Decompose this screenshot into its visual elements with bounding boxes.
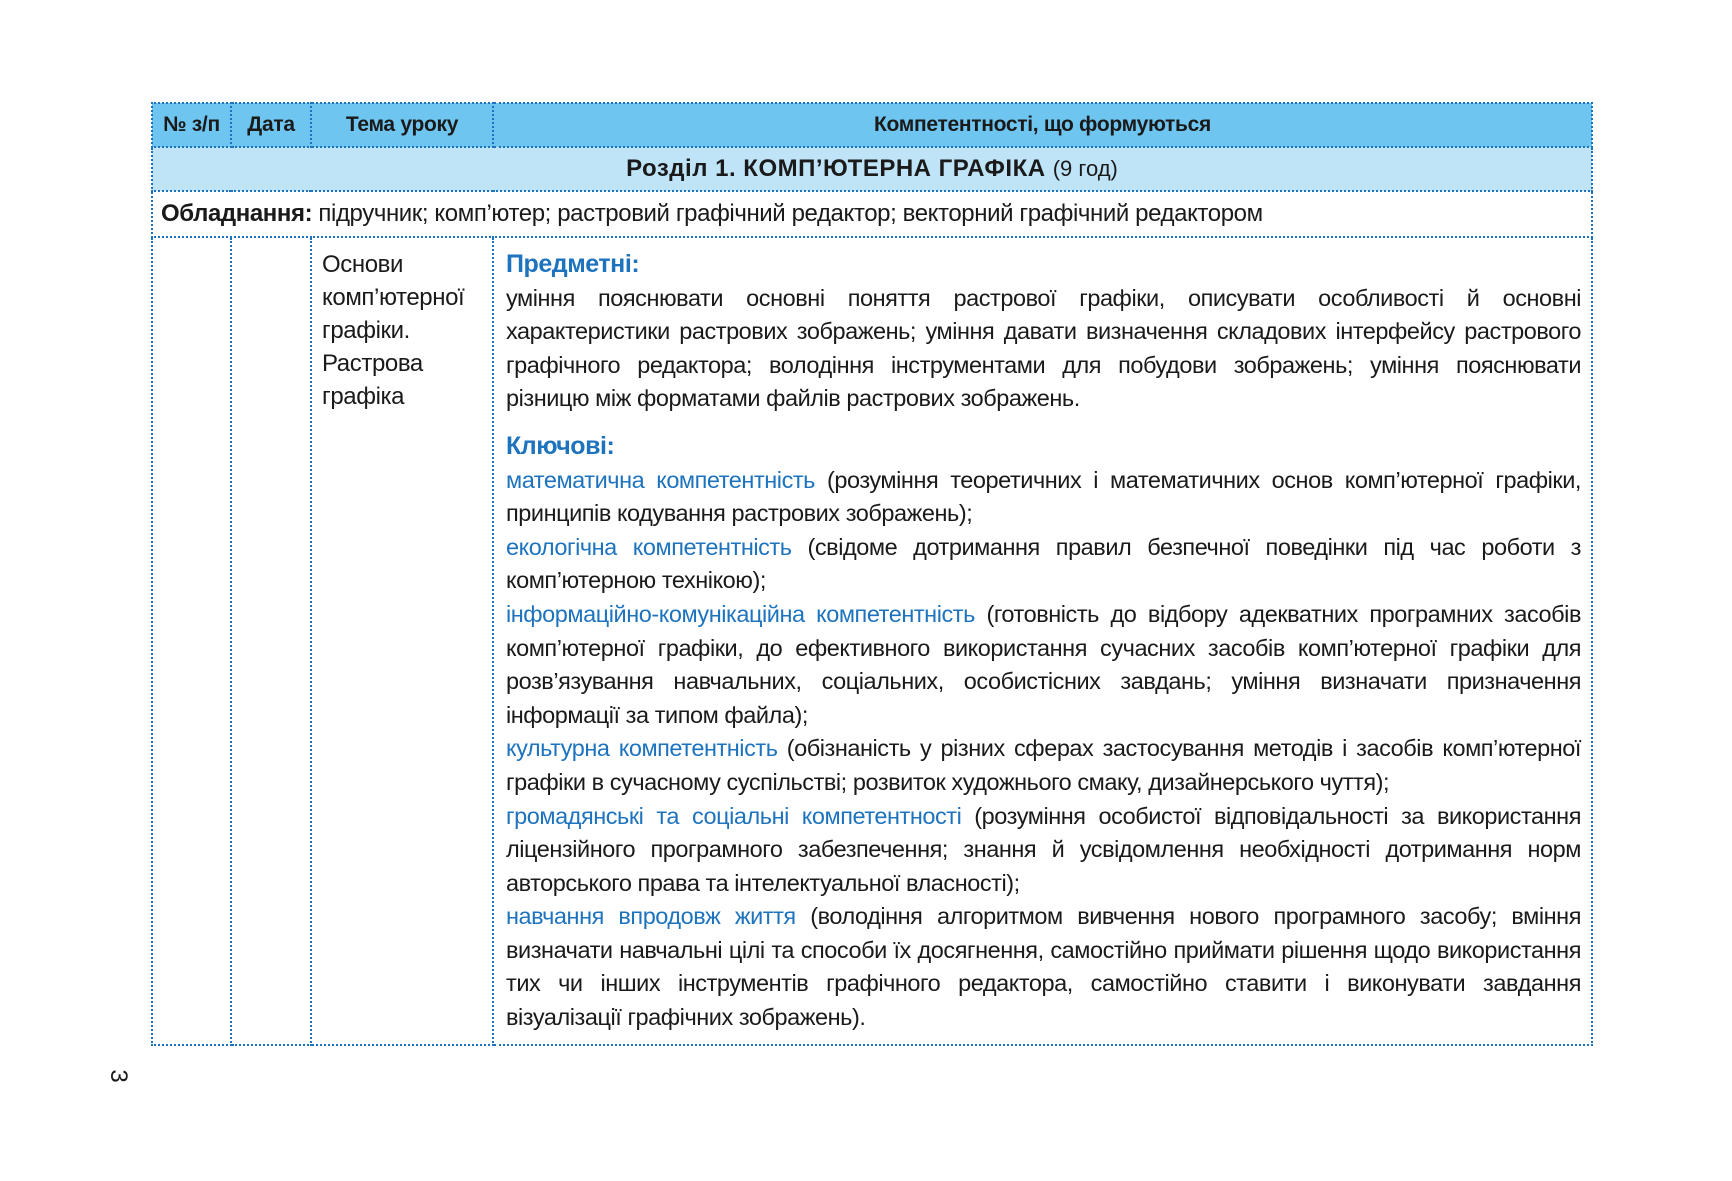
key-item-name: інформаційно-комунікаційна компетентність [506,600,975,627]
key-item [506,464,1581,531]
equipment-text: підручник; комп’ютер; растровий графічний редактор; векторний графічний редактором [312,200,1263,227]
section-title: Розділ 1. КОМП’ЮТЕРНА ГРАФІКА [626,155,1046,182]
equipment-cell [152,191,1592,237]
subject-text: уміння пояснювати основні поняття растрової графіки, описувати особливості й основні характеристики растрових зображень; уміння давати визначення складових інтерфейсу растрового графічного редактора; володіння інструментами для побудови зображень; уміння пояснювати різницю між форматами файлів растрових зображень. [506,284,1581,412]
key-item-text: (готовність до відбору адекватних програмних засобів комп’ютерної графіки, до ефективного використання сучасних засобів комп’ютерної графіки для розв’язування навчальних, соціальних, особистісних завдань; уміння визначати призначення інформації за типом файла); [506,600,1581,728]
header-competencies: Компетентності, що формуються [493,103,1592,147]
equipment-row [152,191,1592,237]
section-hours: (9 год) [1052,156,1118,181]
lesson-topic: Основи комп’ютерної графіки. Растрова графіка [322,251,465,410]
table-header-row [152,103,1592,147]
header-num: № з/п [152,103,231,147]
lesson-plan-table [151,102,1593,1046]
key-item-name: навчання впродовж життя [506,903,796,930]
header-topic: Тема уроку [311,103,493,147]
key-item-text: (обізнаність у різних сферах застосування методів і засобів комп’ютерної графіки в сучасному суспільстві; розвиток художнього смаку, дизайнерського чуття); [506,735,1581,795]
lesson-topic-cell [311,237,493,1045]
lesson-date-cell [231,237,311,1045]
key-item [506,732,1581,799]
key-item-name: математична компетентність [506,466,815,493]
lesson-num-cell [152,237,231,1045]
header-date: Дата [231,103,311,147]
key-item [506,531,1581,598]
key-item-text: (свідоме дотримання правил безпечної поведінки під час роботи з комп’ютерною технікою); [506,533,1581,594]
key-item-text: (володіння алгоритмом вивчення нового програмного засобу; вміння визначати навчальні цілі та способи їх досягнення, самостійно приймати рішення щодо використання тих чи інших інструментів графічного редактора, самостійно ставити і виконувати завдання візуалізації графічних зображень). [506,903,1581,1031]
page-number: 3 [105,1069,132,1083]
lesson-competencies-cell [493,237,1592,1045]
subject-heading: Предметні: [506,250,640,278]
key-item [506,800,1581,901]
key-item-name: культурна компетентність [506,735,778,762]
section-row [152,147,1592,191]
lesson-row [152,237,1592,1045]
key-item [506,598,1581,732]
key-item-name: екологічна компетентність [506,533,792,560]
competencies-content [494,238,1591,1035]
equipment-label: Обладнання: [161,200,313,227]
key-item-text: (розуміння особистої відповідальності за використання ліцензійного програмного забезпечення; знання й усвідомлення необхідності дотримання норм авторського права та інтелектуальної власності); [506,802,1581,896]
key-item [506,900,1581,1034]
key-heading: Ключові: [506,431,615,460]
section-title-cell [152,147,1592,191]
key-item-text: (розуміння теоретичних і математичних основ комп’ютерної графіки, принципів кодування растрових зображень); [506,466,1581,527]
key-item-name: громадянські та соціальні компетентності [506,802,962,829]
